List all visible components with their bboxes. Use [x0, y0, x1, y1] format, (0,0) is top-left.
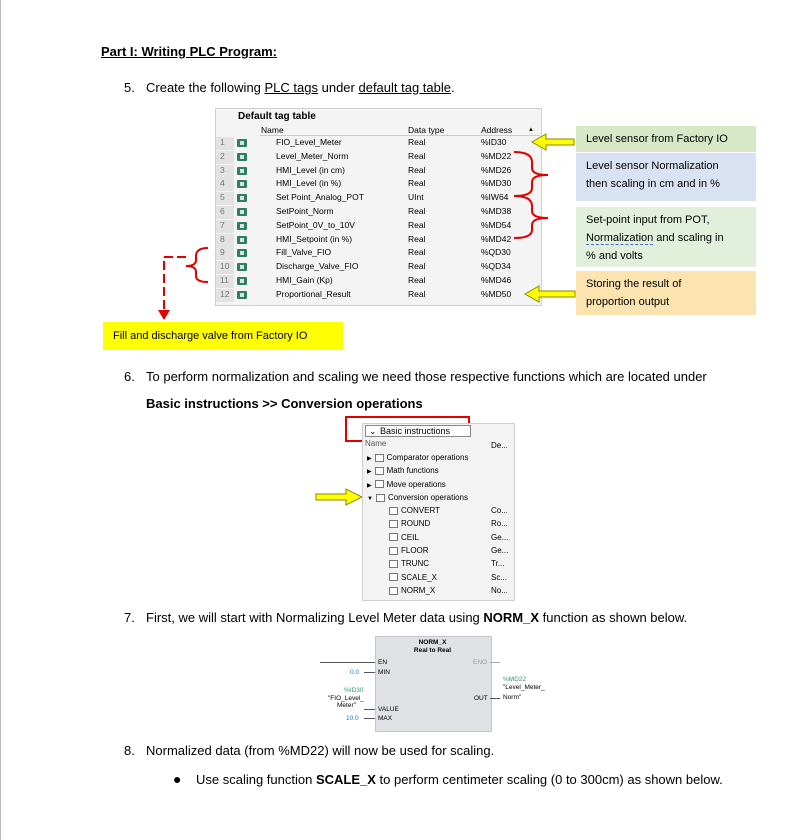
- tag-address: %IW64: [481, 192, 509, 203]
- tag-name: HMI_Gain (Kp): [276, 275, 333, 285]
- fbd-value-addr: %ID30: [344, 687, 364, 694]
- tag-name: FIO_Level_Meter: [276, 137, 342, 147]
- fbd-value-tag1: "FIO_Level_: [328, 695, 364, 702]
- row-index: 2: [216, 151, 234, 164]
- step-6-path: Basic instructions >> Conversion operations: [146, 396, 423, 411]
- tag-name: Set Point_Analog_POT: [276, 192, 364, 203]
- expand-icon: ▶: [367, 482, 372, 489]
- fbd-max-val: 10.0: [346, 715, 359, 722]
- tag-address: %MD50: [481, 288, 512, 299]
- function-icon: [389, 560, 398, 568]
- row-index: 12: [216, 289, 234, 302]
- fbd-en: EN: [378, 659, 388, 666]
- tag-address: %MD46: [481, 275, 512, 285]
- sort-asc-icon[interactable]: ▲: [528, 127, 534, 133]
- tag-name: HMI_Level (in cm): [276, 164, 345, 175]
- instr-item[interactable]: TRUNC: [389, 559, 429, 568]
- folder-icon: [376, 494, 385, 502]
- tag-name: Discharge_Valve_FIO: [276, 261, 359, 272]
- tag-name: Proportional_Result: [276, 288, 351, 299]
- instr-item[interactable]: ROUND: [389, 519, 430, 528]
- col-address: Address: [481, 125, 513, 135]
- step-7: 7. First, we will start with Normalizing Level Meter data using NORM_X function as shown below.: [124, 610, 688, 625]
- tag-name: Level_Meter_Norm: [276, 150, 349, 161]
- tag-address: %ID30: [481, 137, 507, 147]
- tag-address: %QD30: [481, 247, 511, 258]
- function-icon: [389, 547, 398, 555]
- tag-type: UInt: [408, 192, 424, 203]
- red-brace-icon: [186, 248, 208, 282]
- expand-icon: ▼: [367, 495, 373, 502]
- expand-icon: ▶: [367, 469, 372, 476]
- row-index: 4: [216, 178, 234, 191]
- tag-type: Real: [408, 233, 426, 244]
- yellow-arrow-icon: [316, 489, 362, 505]
- fbd-value-tag2: Meter": [337, 702, 356, 709]
- fbd-out: OUT: [474, 695, 488, 702]
- fbd-out-tag2: Norm": [503, 694, 522, 701]
- bullet-item: ● Use scaling function SCALE_X to perform centimeter scaling (0 to 300cm) as shown below.: [173, 771, 723, 787]
- instr-item-desc: Co...: [491, 506, 508, 515]
- col-name: Name: [261, 125, 284, 135]
- row-index: 6: [216, 206, 234, 219]
- tag-table-title: Default tag table: [238, 111, 316, 122]
- function-icon: [389, 573, 398, 581]
- step-8: 8. Normalized data (from %MD22) will now be used for scaling.: [124, 743, 495, 758]
- fbd-max: MAX: [378, 715, 393, 722]
- row-index: 11: [216, 275, 234, 288]
- fbd-value: VALUE: [378, 706, 399, 713]
- chevron-down-icon: ⌄: [369, 426, 377, 436]
- instr-item[interactable]: SCALE_X: [389, 573, 437, 582]
- red-arrow-down-icon: [158, 310, 170, 320]
- tag-type: Real: [408, 219, 426, 230]
- fbd-eno: ENO: [473, 659, 488, 666]
- tag-address: %MD38: [481, 206, 512, 216]
- note-level-normalization: Level sensor Normalization then scaling in cm and in %: [576, 153, 756, 201]
- instr-item-desc: Tr...: [491, 559, 505, 569]
- row-index: 7: [216, 220, 234, 233]
- instr-col-name: Name: [365, 439, 387, 448]
- tag-type: Real: [408, 261, 426, 272]
- norm-x-block-diagram: [320, 633, 545, 730]
- tag-type: Real: [408, 288, 426, 299]
- col-data-type: Data type: [408, 125, 445, 135]
- instr-item[interactable]: FLOOR: [389, 546, 429, 555]
- row-index: 3: [216, 165, 234, 178]
- section-heading: Part I: Writing PLC Program:: [101, 44, 277, 59]
- tag-address: %MD30: [481, 178, 512, 189]
- fbd-title: NORM_X: [418, 639, 447, 646]
- folder-icon: [375, 467, 384, 475]
- note-level-sensor: Level sensor from Factory IO: [576, 126, 756, 152]
- basic-instructions-panel: [362, 423, 515, 601]
- note-storing-result: Storing the result of proportion output: [576, 271, 756, 315]
- tag-type: Real: [408, 275, 426, 285]
- row-index: 9: [216, 247, 234, 260]
- tag-address: %QD34: [481, 261, 511, 272]
- folder-icon: [375, 454, 384, 462]
- function-icon: [389, 587, 398, 595]
- instr-item[interactable]: CEIL: [389, 533, 419, 542]
- tag-type: Real: [408, 150, 426, 161]
- instr-item-desc: Sc...: [491, 572, 508, 582]
- instr-item-desc: No...: [491, 585, 508, 595]
- instr-group[interactable]: ▼ Conversion operations: [367, 492, 468, 502]
- tag-address: %MD42: [481, 233, 512, 244]
- function-icon: [389, 533, 398, 541]
- fbd-out-tag1: "Level_Meter_: [503, 684, 545, 691]
- instr-group[interactable]: ▶ Comparator operations: [367, 453, 469, 462]
- red-brace-icon: [514, 196, 548, 238]
- instr-item-desc: Ro...: [491, 519, 508, 529]
- tag-type: Real: [408, 206, 426, 216]
- fbd-min-val: 0.0: [350, 669, 360, 676]
- row-index: 8: [216, 234, 234, 247]
- note-setpoint: Set-point input from POT, Normalization and scaling in % and volts: [576, 207, 756, 267]
- red-brace-icon: [514, 152, 548, 196]
- function-icon: [389, 507, 398, 515]
- fbd-min: MIN: [378, 669, 390, 676]
- note-fill-valve: Fill and discharge valve from Factory IO: [103, 322, 343, 350]
- instr-item-desc: Ge...: [491, 545, 509, 555]
- tag-name: SetPoint_Norm: [276, 206, 334, 216]
- bullet-icon: ●: [173, 771, 182, 787]
- instructions-header[interactable]: ⌄ Basic instructions: [365, 425, 471, 437]
- tag-name: Fill_Valve_FIO: [276, 247, 332, 258]
- tag-type: Real: [408, 137, 426, 147]
- instr-col-desc: De...: [491, 441, 508, 450]
- instr-item[interactable]: CONVERT: [389, 506, 440, 515]
- tag-address: %MD54: [481, 219, 512, 230]
- tag-type: Real: [408, 164, 426, 175]
- instr-item-desc: Ge...: [491, 532, 509, 542]
- tag-name: HMI_Setpoint (in %): [276, 233, 353, 244]
- row-index: 1: [216, 137, 234, 150]
- instr-group[interactable]: ▶ Math functions: [367, 466, 439, 476]
- tag-address: %MD22: [481, 150, 512, 161]
- instr-item[interactable]: NORM_X: [389, 586, 435, 595]
- instr-group[interactable]: ▶ Move operations: [367, 479, 446, 489]
- fbd-out-addr: %MD22: [503, 676, 527, 683]
- step-6: 6. To perform normalization and scaling we need those respective functions which are located under: [124, 369, 707, 384]
- tag-name: HMI_Level (in %): [276, 178, 342, 189]
- tag-name: SetPoint_0V_to_10V: [276, 219, 355, 230]
- folder-icon: [375, 480, 384, 488]
- tag-address: %MD26: [481, 164, 512, 175]
- row-index: 10: [216, 261, 234, 274]
- fbd-subtitle: Real to Real: [413, 647, 452, 654]
- tag-type: Real: [408, 178, 426, 189]
- yellow-arrow-icon: [525, 286, 575, 302]
- function-icon: [389, 520, 398, 528]
- step-5: 5. Create the following PLC tags under default tag table.: [124, 80, 455, 95]
- yellow-arrow-icon: [532, 134, 574, 150]
- row-index: 5: [216, 192, 234, 205]
- tag-type: Real: [408, 247, 426, 258]
- expand-icon: ▶: [367, 456, 372, 462]
